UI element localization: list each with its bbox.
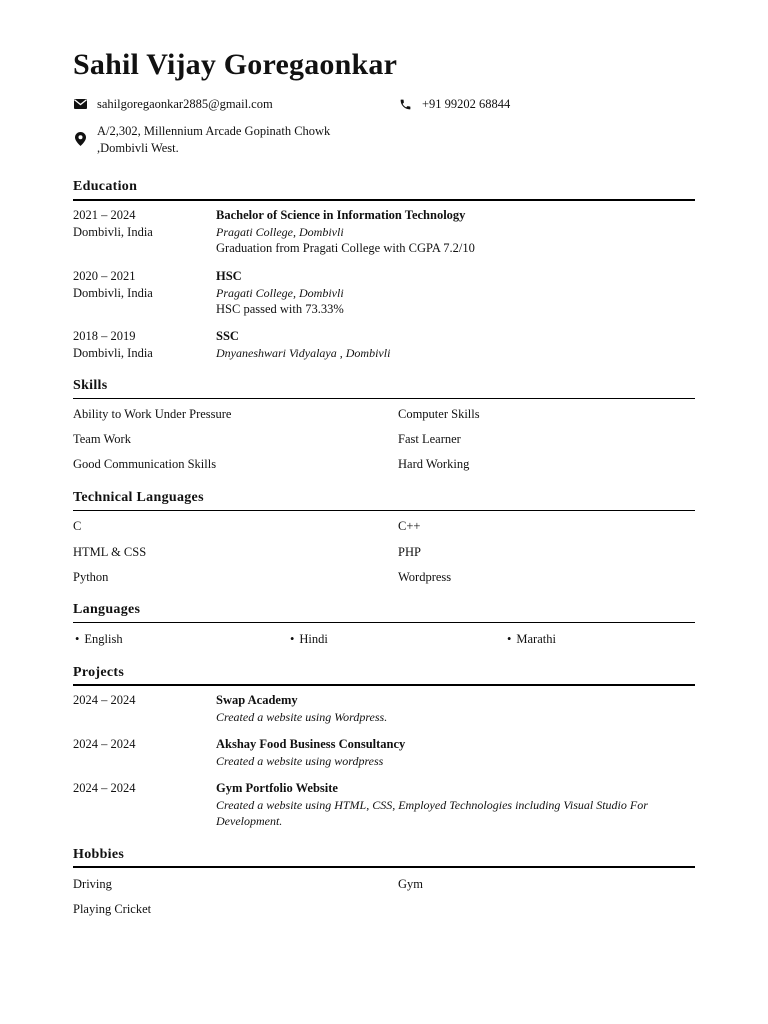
address-line-1: A/2,302, Millennium Arcade Gopinath Chowk xyxy=(97,124,331,138)
address-line-2: ,Dombivli West. xyxy=(97,141,179,155)
hobby-item: Gym xyxy=(398,877,423,891)
hobby-item: Playing Cricket xyxy=(73,902,152,916)
language-item: • English xyxy=(75,631,123,647)
skill-item: Ability to Work Under Pressure xyxy=(73,407,232,421)
education-years: 2018 – 2019 xyxy=(73,329,136,343)
phone-text: +91 99202 68844 xyxy=(422,97,511,111)
section-divider xyxy=(73,684,695,686)
skill-item: Team Work xyxy=(73,432,131,446)
section-divider xyxy=(73,199,695,201)
project-title: Gym Portfolio Website xyxy=(216,781,338,795)
education-detail: HSC passed with 73.33% xyxy=(216,302,344,316)
section-hobbies-title: Hobbies xyxy=(73,847,125,862)
language-item: • Marathi xyxy=(507,631,556,647)
section-languages-title: Languages xyxy=(73,602,141,617)
technical-item: C++ xyxy=(398,519,421,533)
technical-item: Python xyxy=(73,570,109,584)
skill-item: Fast Learner xyxy=(398,432,461,446)
section-technical-title: Technical Languages xyxy=(73,490,204,505)
technical-item: PHP xyxy=(398,545,421,559)
project-description: Created a website using Wordpress. xyxy=(216,709,388,724)
map-pin-icon xyxy=(73,132,87,146)
education-degree: HSC xyxy=(216,269,242,283)
education-years: 2021 – 2024 xyxy=(73,208,136,222)
skill-item: Computer Skills xyxy=(398,407,480,421)
language-item: • Hindi xyxy=(290,631,328,647)
address-contact xyxy=(73,123,330,157)
section-divider xyxy=(73,622,695,623)
envelope-icon xyxy=(73,97,87,111)
education-degree: SSC xyxy=(216,329,239,343)
section-divider xyxy=(73,398,695,399)
project-years: 2024 – 2024 xyxy=(73,781,136,795)
candidate-name: Sahil Vijay Goregaonkar xyxy=(73,48,398,81)
hobby-item: Driving xyxy=(73,877,112,891)
education-degree: Bachelor of Science in Information Technology xyxy=(216,208,466,222)
education-detail: Graduation from Pragati College with CGPA 7.2/10 xyxy=(216,241,475,255)
education-institution: Dnyaneshwari Vidyalaya , Dombivli xyxy=(216,345,391,360)
project-years: 2024 – 2024 xyxy=(73,737,136,751)
education-place: Dombivli, India xyxy=(73,224,153,239)
technical-item: HTML & CSS xyxy=(73,545,147,559)
project-title: Swap Academy xyxy=(216,693,298,707)
section-divider xyxy=(73,510,695,511)
address-text xyxy=(97,123,330,157)
section-divider xyxy=(73,866,695,868)
project-title: Akshay Food Business Consultancy xyxy=(216,737,406,751)
email-contact xyxy=(73,96,273,113)
section-education-title: Education xyxy=(73,179,138,194)
skill-item: Good Communication Skills xyxy=(73,457,217,471)
section-skills-title: Skills xyxy=(73,378,108,393)
skill-item: Hard Working xyxy=(398,457,470,471)
education-institution: Pragati College, Dombivli xyxy=(216,285,344,300)
project-years: 2024 – 2024 xyxy=(73,693,136,707)
project-description: Created a website using HTML, CSS, Employed Technologies including Visual Studio For Development. xyxy=(216,797,648,828)
project-description: Created a website using wordpress xyxy=(216,753,384,768)
section-projects-title: Projects xyxy=(73,665,125,680)
education-institution: Pragati College, Dombivli xyxy=(216,224,344,239)
phone-contact xyxy=(398,96,510,113)
technical-item: Wordpress xyxy=(398,570,452,584)
phone-icon xyxy=(398,97,412,111)
education-place: Dombivli, India xyxy=(73,285,153,300)
technical-item: C xyxy=(73,519,82,533)
email-text: sahilgoregaonkar2885@gmail.com xyxy=(97,97,273,111)
education-years: 2020 – 2021 xyxy=(73,269,136,283)
education-place: Dombivli, India xyxy=(73,345,153,360)
